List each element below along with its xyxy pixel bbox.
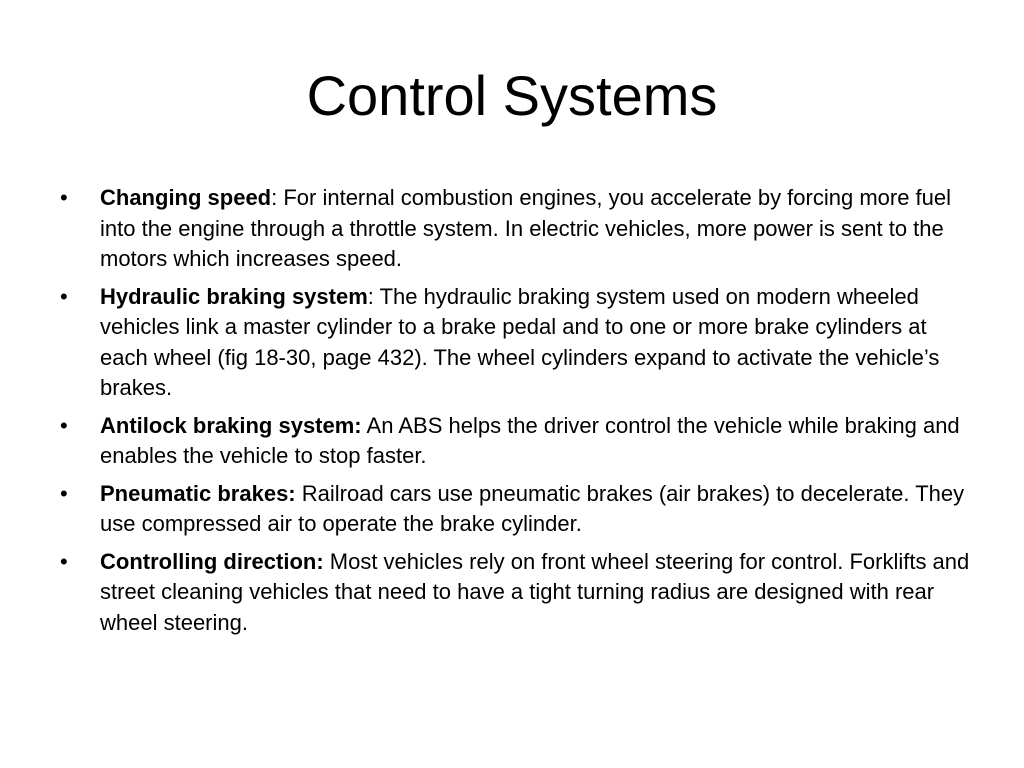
bullet-icon: • xyxy=(60,480,68,506)
bullet-icon: • xyxy=(60,412,68,438)
bullet-term: Controlling direction: xyxy=(100,548,324,574)
list-item xyxy=(56,547,976,639)
bullet-body xyxy=(100,282,976,404)
bullet-term: Antilock braking system: xyxy=(100,412,362,438)
bullet-icon: • xyxy=(60,283,68,309)
bullet-body xyxy=(100,547,976,639)
bullet-term: Pneumatic brakes: xyxy=(100,480,296,506)
bullet-body xyxy=(100,411,976,472)
bullet-term: Hydraulic braking system xyxy=(100,283,368,309)
bullet-list xyxy=(56,183,976,645)
list-item xyxy=(56,282,976,404)
bullet-icon: • xyxy=(60,548,68,574)
bullet-term: Changing speed xyxy=(100,185,272,210)
bullet-body xyxy=(100,479,976,540)
bullet-text: Most vehicles rely on front wheel steering for control. Forklifts and street cleaning vehicles that need to have a tight turning radius are designed with rear wheel steering. xyxy=(100,548,970,635)
bullet-text: : For internal combustion engines, you accelerate by forcing more fuel into the engine through a throttle system. In electric vehicles, more power is sent to the motors which increases speed. xyxy=(100,185,952,271)
list-item xyxy=(56,479,976,540)
bullet-text: An ABS helps the driver control the vehicle while braking and enables the vehicle to stop faster. xyxy=(100,412,960,468)
list-item xyxy=(56,183,976,275)
bullet-text: Railroad cars use pneumatic brakes (air brakes) to decelerate. They use compressed air to operate the brake cylinder. xyxy=(100,480,965,536)
bullet-text: : The hydraulic braking system used on modern wheeled vehicles link a master cylinder to a brake pedal and to one or more brake cylinders at each wheel (fig 18-30, page 432). The wheel cylinders expand to activate the vehicle’s brakes. xyxy=(100,283,940,400)
list-item xyxy=(56,411,976,472)
slide-title: Control Systems xyxy=(306,64,718,127)
bullet-icon: • xyxy=(60,185,68,210)
bullet-body xyxy=(100,183,976,275)
